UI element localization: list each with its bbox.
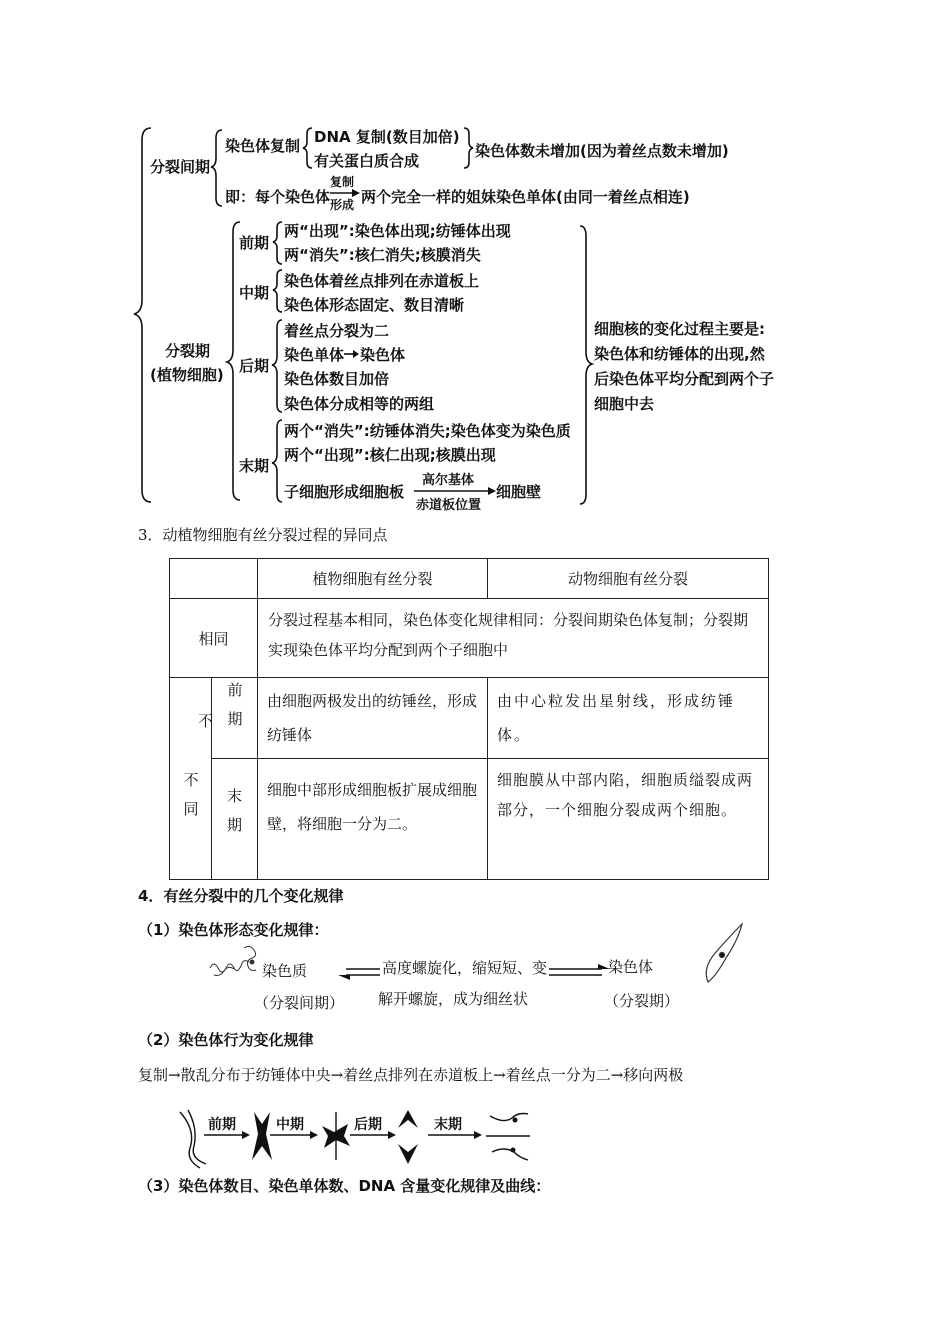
prophase-animal: 由中心粒发出星射线，形成纺锤体。 [497, 692, 736, 744]
telophase-animal: 细胞膜从中部内陷，细胞质缢裂成两部分，一个细胞分裂成两个细胞。 [497, 771, 754, 819]
prophase-plant-cell [258, 678, 488, 759]
header-plant: 植物细胞有丝分裂 [258, 559, 488, 599]
chromosome-count-note: 染色体数未增加(因为着丝点数未增加) [475, 142, 729, 160]
telophase-brace [272, 420, 282, 502]
telophase-plant: 细胞中部形成细胞板扩展成细胞壁，将细胞一分为二。 [267, 781, 478, 833]
equator-arrow-label: 赤道板位置 [416, 498, 482, 513]
anaphase-label: 后期 [239, 357, 270, 375]
diff-label: 不同 [181, 772, 200, 830]
same-label: 相同 [170, 599, 258, 678]
prophase-chromosome-icon [252, 1112, 272, 1160]
interphase-sentence-end: 两个完全一样的姐妹染色单体(由同一着丝点相连) [361, 188, 690, 206]
anaphase-chromosome-bottom-icon [398, 1144, 418, 1164]
summary-line-1: 细胞核的变化过程主要是: [594, 320, 765, 338]
replicate-arrow-label: 复制 [330, 175, 355, 189]
anaphase-item-chromatid: 染色单体 [284, 346, 345, 364]
interphase-phase: （分裂间期） [254, 994, 345, 1012]
cell-plate-start: 子细胞形成细胞板 [284, 483, 405, 501]
stage-metaphase: 中期 [276, 1117, 304, 1133]
chromosome-replication-label: 染色体复制 [225, 137, 301, 155]
chromatid-arrow-icon [344, 349, 360, 359]
anaphase-item-chromosome: 染色体 [360, 346, 406, 364]
cell-wall-text: 细胞壁 [496, 483, 542, 501]
summary-line-4: 细胞中去 [594, 395, 655, 413]
chromatin-icon [210, 946, 256, 975]
same-text-cell [258, 599, 769, 678]
chromosome-term: 染色体 [608, 958, 654, 976]
prophase-plant: 由细胞两极发出的纺锤丝，形成纺锤体 [267, 692, 478, 744]
telophase-label: 末期 [239, 457, 270, 475]
anaphase-item-1: 着丝点分裂为二 [284, 322, 390, 340]
telophase-item-1: 两个“消失”:纺锤体消失;染色体变为染色质 [284, 422, 571, 440]
outer-brace [134, 128, 151, 502]
anaphase-brace [272, 320, 282, 412]
prophase-item-1: 两“出现”:染色体出现;纺锤体出现 [284, 222, 511, 240]
metaphase-label: 中期 [239, 284, 270, 302]
same-text: 分裂过程基本相同，染色体变化规律相同：分裂间期染色体复制；分裂期实现染色体平均分配到两个子细胞中 [268, 611, 749, 659]
prophase-label-table: 前期 [225, 682, 244, 740]
summary-line-3: 后染色体平均分配到两个子 [594, 370, 775, 388]
table-corner-cell [170, 559, 258, 599]
sub2-title: （2）染色体行为变化规律 [138, 1031, 314, 1049]
golgi-arrow-label: 高尔基体 [422, 473, 475, 488]
behavior-sequence: 复制→散乱分布于纺锤体中央→着丝点排列在赤道板上→着丝点一分为二→移向两极 [138, 1066, 684, 1084]
interphase-label: 分裂间期 [150, 158, 211, 176]
prophase-item-2: 两“消失”:核仁消失;核膜消失 [284, 246, 481, 264]
anaphase-item-4: 染色体分成相等的两组 [284, 395, 435, 413]
chromosome-icon [706, 924, 742, 982]
anaphase-chromosome-top-icon [398, 1110, 418, 1128]
comparison-table [169, 558, 769, 880]
table-row-prophase [170, 678, 769, 759]
division-label: 分裂期 [165, 342, 211, 360]
replication-right-brace [464, 128, 473, 168]
prophase-label: 前期 [239, 234, 270, 252]
telophase-label-table: 末期 [225, 788, 243, 846]
table-header-row [170, 559, 769, 599]
division-sublabel: (植物细胞) [150, 366, 224, 384]
chromatin-term: 染色质 [262, 962, 308, 980]
prophase-label-cell [198, 678, 258, 759]
prophase-brace [273, 222, 282, 264]
table-row-same [170, 599, 769, 678]
replication-brace [303, 128, 312, 168]
summary-brace [580, 226, 592, 504]
telophase-plant-cell [258, 759, 488, 880]
sub1-title: （1）染色体形态变化规律： [138, 921, 329, 939]
prophase-animal-cell [488, 678, 769, 759]
header-animal: 动物细胞有丝分裂 [488, 559, 769, 599]
stage-prophase: 前期 [208, 1117, 236, 1133]
sub3-title: （3）染色体数目、染色单体数、DNA 含量变化规律及曲线： [138, 1177, 551, 1195]
metaphase-item-2: 染色体形态固定、数目清晰 [284, 296, 465, 314]
diff-label-top: 不 [198, 712, 214, 730]
interphase-sentence-start: 即：每个染色体 [225, 188, 331, 206]
mitosis-phase: （分裂期） [604, 992, 680, 1010]
telophase-animal-cell [488, 759, 769, 880]
protein-synthesis-text: 有关蛋白质合成 [314, 152, 420, 170]
interphase-brace [211, 130, 222, 206]
stage-anaphase: 后期 [354, 1117, 382, 1133]
form-arrow-label: 形成 [330, 198, 355, 212]
telophase-item-2: 两个“出现”:核仁出现;核膜出现 [284, 446, 496, 464]
section3-title: 3．动植物细胞有丝分裂过程的异同点 [138, 526, 388, 544]
dna-replication-text: DNA 复制(数目加倍) [314, 128, 460, 146]
metaphase-brace [273, 270, 282, 312]
stage-telophase: 末期 [434, 1117, 462, 1133]
metaphase-item-1: 染色体着丝点排列在赤道板上 [284, 272, 480, 290]
summary-line-2: 染色体和纺锤体的出现,然 [594, 345, 765, 363]
condense-text: 高度螺旋化，缩短短、变 [382, 959, 548, 977]
anaphase-item-3: 染色体数目加倍 [284, 370, 390, 388]
table-row-telophase [170, 759, 769, 880]
section4-title: 4．有丝分裂中的几个变化规律 [138, 887, 344, 905]
decondense-text: 解开螺旋，成为细丝状 [378, 990, 529, 1008]
telophase-label-cell [212, 759, 258, 880]
